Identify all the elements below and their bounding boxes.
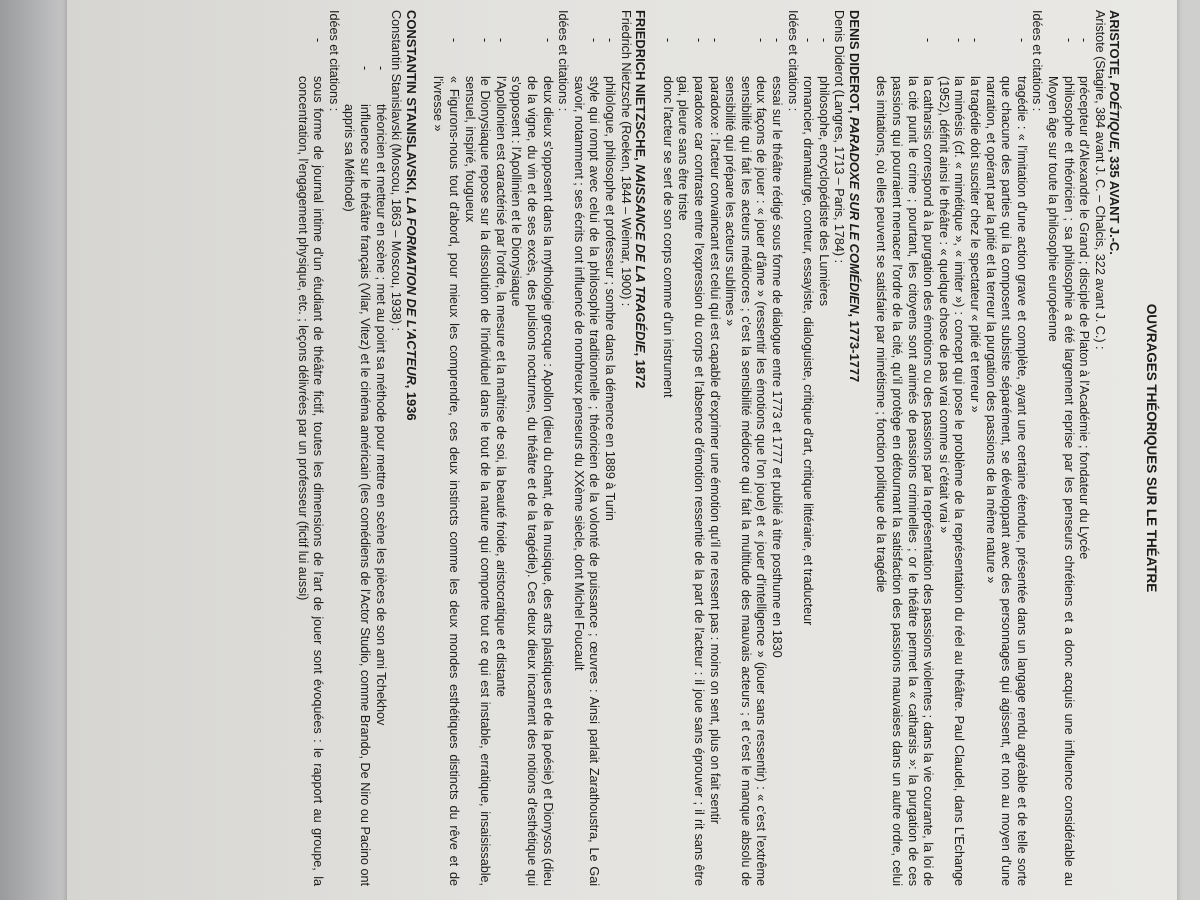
- list-item: - la catharsis correspond à la purgation des émotions ou des passions par la représentation des passions violentes ; dans la vie courante, la loi de la cité punit le crime ; pourtant, les citoyens sont animés de passions criminelles ; or le théâtre permet la « catharsis »: la purgation de ces passions qui pourraient menacer l'ordre de la cité, qu'il protège en détournant la satisfaction des passions mauvaises dans un autre ordre, celui des imitations, où elles peuvent se satisfaire par mimétisme ; fonction politique de la tragédie: [873, 10, 935, 886]
- bio-list: [341, 10, 388, 886]
- ideas-list: [659, 10, 784, 886]
- list-item: - sous forme de journal intime d'un étudiant de théâtre fictif, toutes les dimensions de l'art de jouer sont évoquées : le rapport au groupe, la concentration, l'engagement physique, etc. ; leçons délivrées par un professeur (fictif lui aussi): [294, 10, 325, 886]
- ideas-label: Idées et citations :: [1030, 10, 1045, 112]
- heading-author: DENIS DIDEROT,: [846, 10, 862, 117]
- author-intro: Denis Diderot (Langres, 1713 – Paris, 1784) :: [832, 10, 847, 264]
- heading-work-title: LA FORMATION DE L'ACTEUR: [403, 197, 419, 385]
- list-item: - la tragédie doit susciter chez le spectateur « pitié et terreur »: [966, 10, 982, 886]
- heading-date: , 335 AVANT J.-C.: [1107, 149, 1123, 255]
- ideas-label: Idées et citations :: [326, 10, 341, 112]
- ideas-list: [294, 10, 325, 886]
- bio-list: [1044, 10, 1091, 886]
- section-stanislavski: [294, 10, 419, 886]
- section-aristote: [873, 10, 1123, 886]
- list-item: - influence sur le théâtre français (Vilar, Vitez) et le cinéma américain (les comédiens de l'Actor Studio, comme Brando, De Niro ou Pacino ont appris sa Méthode): [341, 10, 372, 886]
- heading-work-title: PARADOXE SUR LE COMÉDIEN: [846, 116, 862, 314]
- list-item: - philosophe et théoricien ; sa philosophie a été largement reprise par les penseurs chrétiens et a donc acquis une influence considérable au Moyen âge sur toute la philosophie européenne: [1044, 10, 1075, 886]
- list-item: - « Figurons-nous tout d'abord, pour mieux les comprendre, ces deux instincts comme les deux mondes esthétiques distincts du rêve et de l'ivresse »: [430, 10, 461, 886]
- section-heading: [846, 10, 862, 886]
- document-title: OUVRAGES THÉORIQUES SUR LE THÉATRE: [1144, 303, 1159, 593]
- heading-date: , 1773-1777: [846, 313, 862, 383]
- ideas-list: [873, 10, 1029, 886]
- heading-work-title: NAISSANCE DE LA TRAGÉDIE: [633, 164, 649, 353]
- heading-work-title: POÉTIQUE: [1107, 82, 1123, 149]
- list-item: - la mimésis (cf. « mimétique », « imiter ») : concept qui pose le problème de la représentation du réel au théâtre. Paul Claudel, dans L'Echange (1952), définit ainsi le théâtre : « quelque chose de pas vrai comme si c'était vrai »: [935, 10, 966, 886]
- ideas-label: Idées et citations :: [556, 10, 571, 112]
- heading-author: FRIEDRICH NIETZSCHE,: [633, 10, 649, 165]
- author-intro: Friedrich Nietzsche (Roeken, 1844 – Weimar, 1900) :: [618, 10, 633, 307]
- list-item: - précepteur d'Alexandre le Grand ; disciple de Platon à l'Académie ; fondateur du Lycée: [1076, 10, 1092, 886]
- bio-list: [800, 10, 831, 886]
- document-page: [67, 0, 1177, 900]
- section-heading: [1107, 10, 1123, 886]
- author-intro: Constantin Stanislavski (Moscou, 1863 – Moscou, 1938) :: [389, 10, 404, 331]
- list-item: - tragédie : « l'imitation d'une action grave et complète, ayant une certaine étendue, présentée dans un langage rendu agréable et de telle sorte que chacune des parties qui la composent subsiste séparément, se développant avec des personnages qui agissent, et non au moyen d'une narration, et opérant par la pitié et la terreur la purgation des passions de la même nature »: [982, 10, 1029, 886]
- heading-date: , 1936: [403, 384, 419, 421]
- document-content: [283, 10, 1159, 886]
- list-item: - deux façons de jouer : « jouer d'âme » (ressentir les émotions que l'on joue) et « jouer d'intelligence » (jouer sans ressentir) : « c'est l'extrême sensibilité qui fait les acteurs médiocres ; c'est la sensibilité médiocre qui fait la multitude des mauvais acteurs ; et c'est le manque absolu de sensibilité qui prépare les acteurs sublimes »: [722, 10, 769, 886]
- section-nietzsche: [430, 10, 648, 886]
- list-item: - théoricien et metteur en scène ; met au point sa méthode pour mettre en scène les pièces de son ami Tchekhov: [372, 10, 388, 886]
- heading-author: CONSTANTIN STANISLAVSKI,: [403, 10, 419, 198]
- section-heading: [403, 10, 419, 886]
- list-item: - donc l'acteur se sert de son corps comme d'un instrument: [659, 10, 675, 886]
- list-item: - essai sur le théâtre rédigé sous forme de dialogue entre 1773 et 1777 et publié à titre posthume en 1830: [768, 10, 784, 886]
- list-item: - romancier, dramaturge, conteur, essayiste, dialoguiste, critique d'art, critique littéraire, et traducteur: [800, 10, 816, 886]
- bio-list: [570, 10, 617, 886]
- list-item: - paradoxe : l'acteur convaincant est celui qui est capable d'exprimer une émotion qu'il ne ressent pas : moins on sent, plus on fait sentir: [706, 10, 722, 886]
- list-item: - style qui rompt avec celui de la philosophie traditionnelle ; théoricien de la volonté de puissance ; œuvres : Ainsi parlait Zarathoustra, Le Gai savoir, notamment ; ses écrits ont influencé de nombreux penseurs du XXème siècle, dont Michel Foucault: [570, 10, 601, 886]
- list-item: - deux dieux s'opposent dans la mythologie grecque : Apollon (dieu du chant, de la musique, des arts plastiques et de la poésie) et Dionysos (dieu de la vigne, du vin et de ses excès, des pulsions nocturnes, du théâtre et de la tragédie). Ces deux dieux incarnent des notions d'esthétique qui s'opposent : l'Apollinien et le Dionysiaque: [508, 10, 555, 886]
- list-item: - paradoxe car contraste entre l'expression du corps et l'absence d'émotion ressentie de la part de l'acteur : il joue sans éprouver ; il rit sans être gai, pleure sans être triste: [675, 10, 706, 886]
- list-item: - philologue, philosophe et professeur ; sombre dans la démence en 1889 à Turin: [601, 10, 617, 886]
- ideas-label: Idées et citations :: [785, 10, 800, 112]
- author-intro: Aristote (Stagire, 384 avant J. C. – Chalcis, 322 avant J. C.) :: [1092, 10, 1107, 350]
- section-heading: [633, 10, 649, 886]
- ideas-list: [430, 10, 555, 886]
- section-diderot: [659, 10, 862, 886]
- heading-date: , 1872: [633, 352, 649, 389]
- list-item: - l'Apollonien est caractérisé par l'ordre, la mesure et la maîtrise de soi, la beauté froide, aristocratique et distante: [492, 10, 508, 886]
- heading-author: ARISTOTE,: [1107, 10, 1123, 83]
- list-item: - le Dionysiaque repose sur la dissolution de l'individuel dans le tout de la nature qui comporte tout ce qui est instable, erratique, insaisissable, sensuel, inspiré, fougueux: [461, 10, 492, 886]
- list-item: - philosophe, encyclopédiste des Lumières: [815, 10, 831, 886]
